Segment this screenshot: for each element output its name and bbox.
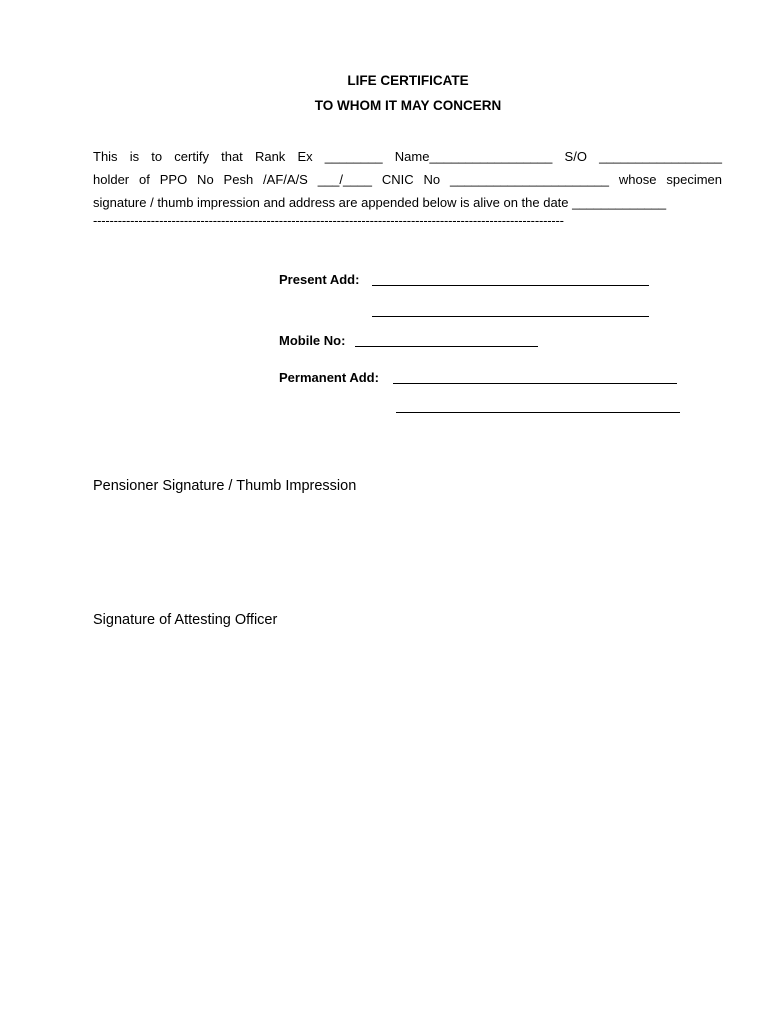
mobile-no-label-wrap: [279, 333, 345, 348]
certificate-title: LIFE CERTIFICATE: [347, 73, 469, 88]
mobile-no-label: Mobile No:: [279, 333, 346, 348]
certificate-subtitle: TO WHOM IT MAY CONCERN: [314, 98, 502, 113]
certification-paragraph: [93, 145, 722, 214]
dashed-separator: ------------------------------------------------------------------------------------------------------------------: [93, 213, 564, 228]
attesting-officer-signature-label: Signature of Attesting Officer: [93, 612, 278, 628]
permanent-add-line-2[interactable]: [396, 412, 680, 413]
paragraph-line-1: This is to certify that Rank Ex ________ Name_________________ S/O _________________: [93, 149, 722, 164]
present-add-line-2[interactable]: [372, 316, 649, 317]
paragraph-line-2: holder of PPO No Pesh /AF/A/S ___/____ CNIC No ______________________ whose specimen: [93, 172, 722, 187]
present-add-label-wrap: [279, 272, 359, 287]
permanent-add-label-wrap: [279, 370, 379, 385]
permanent-add-line-1[interactable]: [393, 383, 677, 384]
permanent-add-label: Permanent Add:: [279, 370, 379, 385]
pensioner-signature-label: Pensioner Signature / Thumb Impression: [93, 478, 357, 494]
present-add-label: Present Add:: [279, 272, 360, 287]
paragraph-line-3: signature / thumb impression and address are appended below is alive on the date _____________: [93, 195, 667, 210]
mobile-no-line[interactable]: [355, 346, 538, 347]
present-add-line-1[interactable]: [372, 285, 649, 286]
